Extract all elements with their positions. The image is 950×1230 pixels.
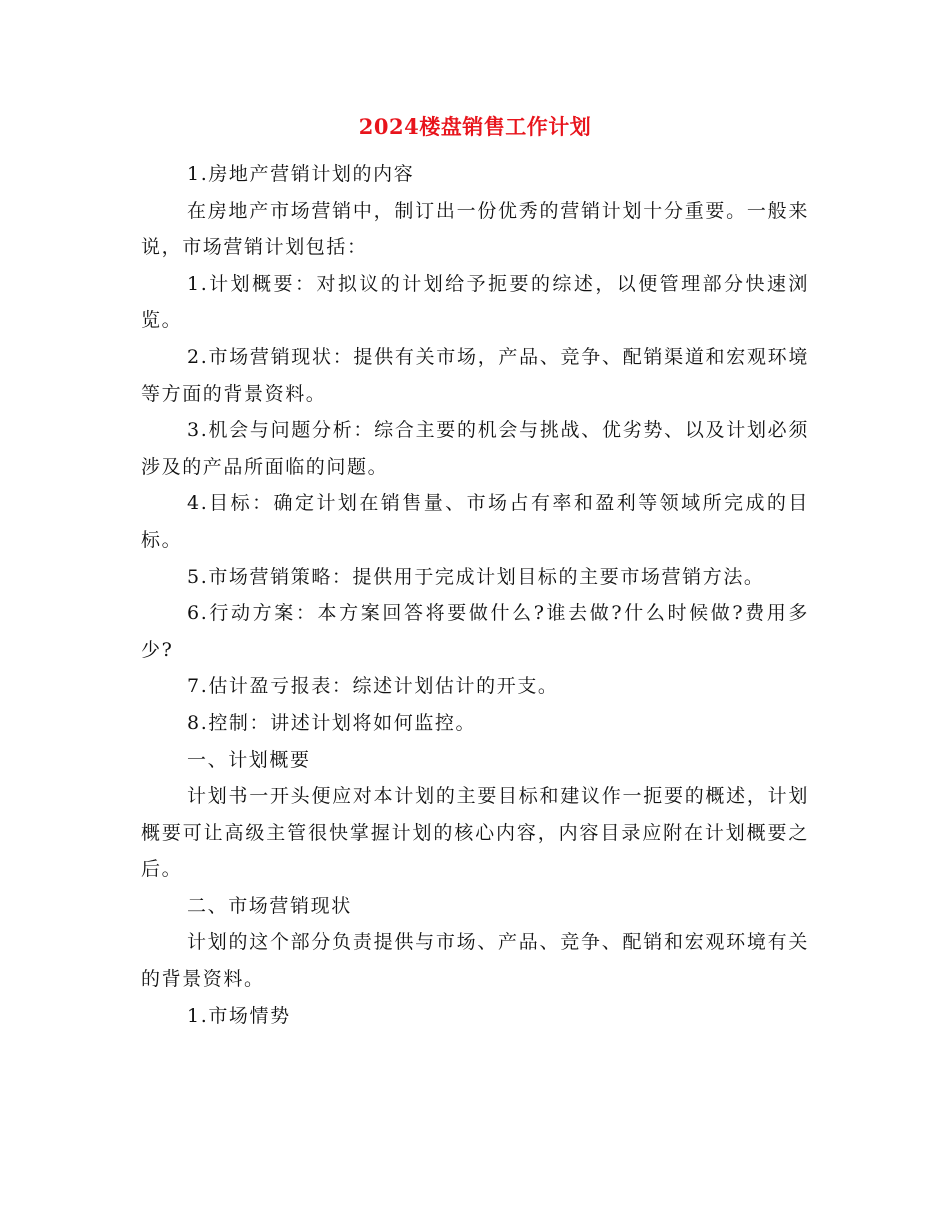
document-title: 2024楼盘销售工作计划	[358, 114, 592, 139]
section-heading-plan-summary: 一、计划概要	[187, 748, 311, 771]
paragraph-market-status: 计划的这个部分负责提供与市场、产品、竞争、配销和宏观环境有关的背景资料。	[141, 931, 809, 991]
subheading-market-situation: 1.市场情势	[187, 1004, 291, 1027]
section-heading-market-status: 二、市场营销现状	[187, 894, 352, 917]
paragraph-item-4: 4.目标：确定计划在销售量、市场占有率和盈利等领域所完成的目标。	[141, 492, 809, 551]
paragraph-item-1: 1.计划概要：对拟议的计划给予扼要的综述，以便管理部分快速浏览。	[141, 272, 809, 332]
paragraph-heading-marketing-plan-content: 1.房地产营销计划的内容	[187, 163, 415, 185]
paragraph-plan-summary: 计划书一开头便应对本计划的主要目标和建议作一扼要的概述，计划概要可让高级主管很快掌握计划的核心内容，内容目录应附在计划概要之后。	[141, 785, 809, 881]
paragraph-item-5: 5.市场营销策略：提供用于完成计划目标的主要市场营销方法。	[187, 565, 765, 588]
paragraph-item-2: 2.市场营销现状：提供有关市场，产品、竞争、配销渠道和宏观环境等方面的背景资料。	[141, 345, 809, 405]
paragraph-item-7: 7.估计盈亏报表：综述计划估计的开支。	[187, 675, 559, 698]
document-body	[141, 156, 809, 1034]
paragraph-item-8: 8.控制：讲述计划将如何监控。	[187, 711, 477, 734]
paragraph-item-6: 6.行动方案：本方案回答将要做什么?谁去做?什么时候做?费用多少?	[141, 602, 809, 661]
paragraph-item-3: 3.机会与问题分析：综合主要的机会与挑战、优劣势、以及计划必须涉及的产品所面临的问题。	[141, 419, 809, 478]
paragraph-intro: 在房地产市场营销中，制订出一份优秀的营销计划十分重要。一般来说，市场营销计划包括：	[141, 199, 809, 259]
